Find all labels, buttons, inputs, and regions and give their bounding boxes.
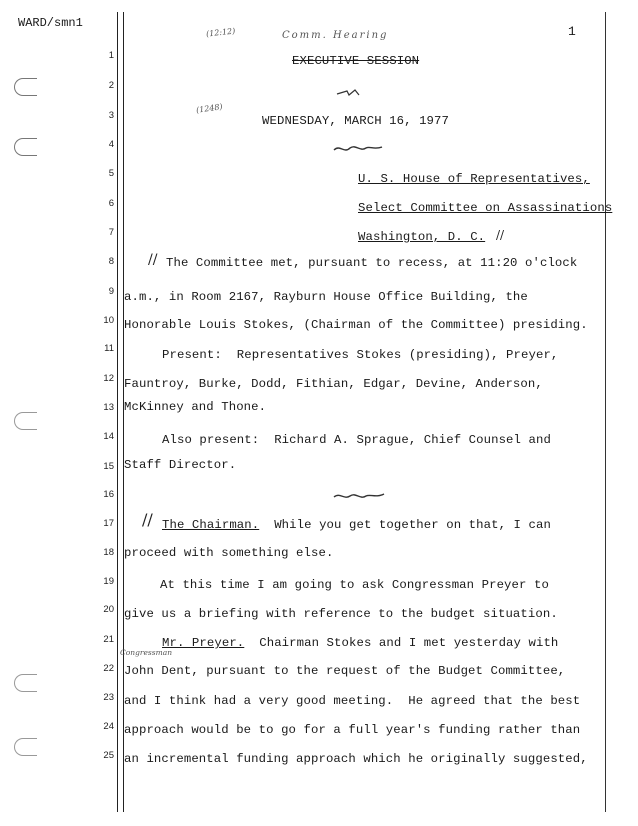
body-line-13: McKinney and Thone. [124,400,267,414]
paragraph-mark-icon: // [148,252,158,268]
punch-hole-icon [14,738,37,756]
line-number: 19 [103,576,114,587]
paragraph-mark-icon: // [142,510,153,529]
line-number: 7 [108,227,114,238]
session-date: WEDNESDAY, MARCH 16, 1977 [262,114,449,128]
line-number: 4 [108,139,114,150]
body-line-25: an incremental funding approach which he originally suggested, [124,752,588,766]
punch-hole-icon [14,412,37,430]
margin-rule-right [605,12,606,812]
body-line-18: proceed with something else. [124,546,334,560]
location-line-3: Washington, D. C. [358,230,486,244]
handwritten-squiggle [330,488,390,504]
line-number: 10 [103,315,114,326]
line-number: 3 [108,110,114,121]
line-number: 2 [108,80,114,91]
line-number: 8 [108,256,114,267]
margin-rule-left [117,12,118,812]
speaker-name: Mr. Preyer. [162,636,245,650]
document-id: WARD/smn1 [18,16,83,30]
body-line-10: Honorable Louis Stokes, (Chairman of the Committee) presiding. [124,318,588,332]
punch-hole-icon [14,138,37,156]
line-number: 5 [108,168,114,179]
line-number: 23 [103,692,114,703]
location-line-2: Select Committee on Assassinations [358,201,613,215]
line-number: 1 [108,50,114,61]
line-number: 22 [103,663,114,674]
line-number: 11 [104,343,114,354]
line-number: 18 [103,547,114,558]
line-number: 24 [103,721,114,732]
location-line-1: U. S. House of Representatives, [358,172,590,186]
body-line-11: Present: Representatives Stokes (presiding), Preyer, [162,348,559,362]
handwritten-insertion: Congressman [120,648,173,657]
line-number: 12 [103,373,114,384]
body-line-23: and I think had a very good meeting. He agreed that the best [124,694,581,708]
speech-text: While you get together on that, I can [259,518,551,532]
handwritten-squiggle [335,86,375,100]
line-number: 17 [103,518,114,529]
body-line-19: At this time I am going to ask Congressman Preyer to [160,578,549,592]
body-line-22: John Dent, pursuant to the request of the Budget Committee, [124,664,566,678]
speaker-name: The Chairman. [162,518,260,532]
body-line-17 [162,518,551,532]
handwritten-squiggle [330,140,390,156]
body-line-8: The Committee met, pursuant to recess, at 11:20 o'clock [166,256,578,270]
line-number: 6 [108,198,114,209]
speech-text: Chairman Stokes and I met yesterday with [244,636,559,650]
line-number: 25 [103,750,114,761]
line-number: 14 [103,431,114,442]
punch-hole-icon [14,78,37,96]
body-line-12: Fauntroy, Burke, Dodd, Fithian, Edgar, Devine, Anderson, [124,377,543,391]
handwritten-time-stamp: (12:12) [205,26,236,39]
paragraph-mark-icon: // [496,228,505,242]
session-label: EXECUTIVE SESSION [292,54,420,68]
line-number: 9 [108,286,114,297]
line-number: 21 [103,634,114,645]
body-line-21 [162,636,558,650]
body-line-9: a.m., in Room 2167, Rayburn House Office Building, the [124,290,528,304]
line-number: 13 [103,402,114,413]
handwritten-note: Comm. Hearing [282,30,389,41]
line-number: 15 [103,461,114,472]
body-line-24: approach would be to go for a full year's funding rather than [124,723,581,737]
line-number: 20 [103,604,114,615]
handwritten-time-stamp: (1248) [195,102,224,115]
body-line-15: Staff Director. [124,458,237,472]
body-line-20: give us a briefing with reference to the budget situation. [124,607,558,621]
line-number: 16 [103,489,114,500]
punch-hole-icon [14,674,37,692]
body-line-14: Also present: Richard A. Sprague, Chief Counsel and [162,433,551,447]
page-number: 1 [568,24,576,39]
